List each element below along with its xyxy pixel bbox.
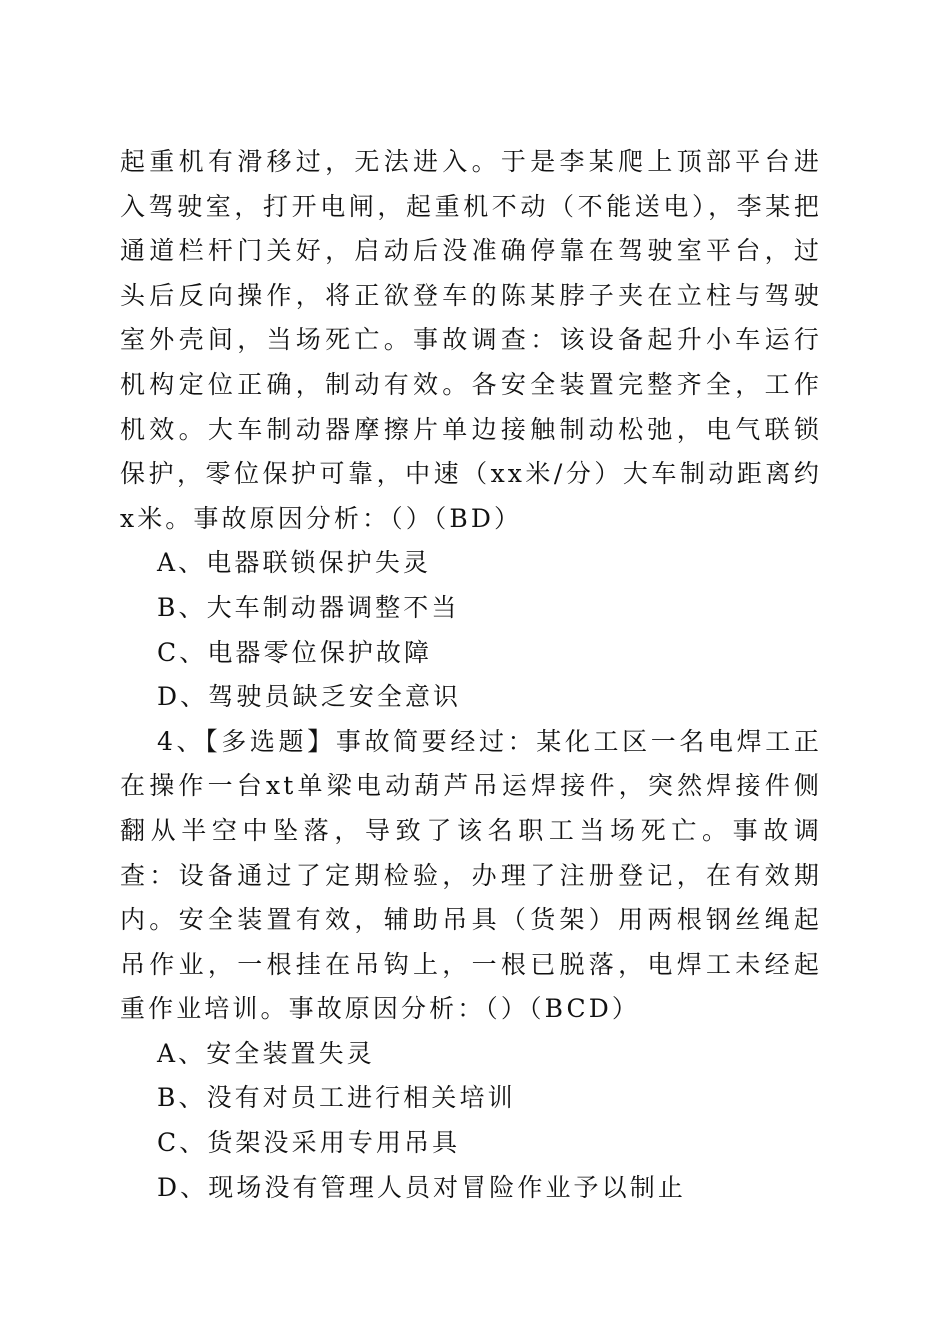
question-4-option-c: C、货架没采用专用吊具 [157,1128,461,1158]
question-3-body: 起重机有滑移过，无法进入。于是李某爬上顶部平台进入驾驶室，打开电闸，起重机不动（不能送电），李某把通道栏杆门关好，启动后没准确停靠在驾驶室平台，过头后反向操作，将正欲登车的陈某脖子夹在立柱与驾驶室外壳间，当场死亡。事故调查：该设备起升小车运行机构定位正确，制动有效。各安全装置完整齐全，工作机效。大车制动器摩擦片单边接触制动松弛，电气联锁保护，零位保护可靠，中速（xx米/分）大车制动距离约x米。事故原因分析：（）（BD） [120,147,822,533]
question-4-option-d: D、现场没有管理人员对冒险作业予以制止 [157,1172,686,1202]
question-4-option-a: A、安全装置失灵 [157,1038,375,1068]
question-3-option-b: B、大车制动器调整不当 [157,592,460,622]
question-3-option-c: C、电器零位保护故障 [157,637,433,667]
question-4-option-b: B、没有对员工进行相关培训 [157,1083,516,1113]
question-3-option-d: D、驾驶员缺乏安全意识 [157,682,462,712]
question-3-option-a: A、电器联锁保护失灵 [157,548,432,578]
document-content [120,140,822,1210]
question-4-body: 4、【多选题】事故简要经过：某化工区一名电焊工正在操作一台xt单梁电动葫芦吊运焊接件，突然焊接件侧翻从半空中坠落，导致了该名职工当场死亡。事故调查：设备通过了定期检验，办理了注册登记，在有效期内。安全装置有效，辅助吊具（货架）用两根钢丝绳起吊作业，一根挂在吊钩上，一根已脱落，电焊工未经起重作业培训。事故原因分析：（）（BCD） [120,726,822,1024]
